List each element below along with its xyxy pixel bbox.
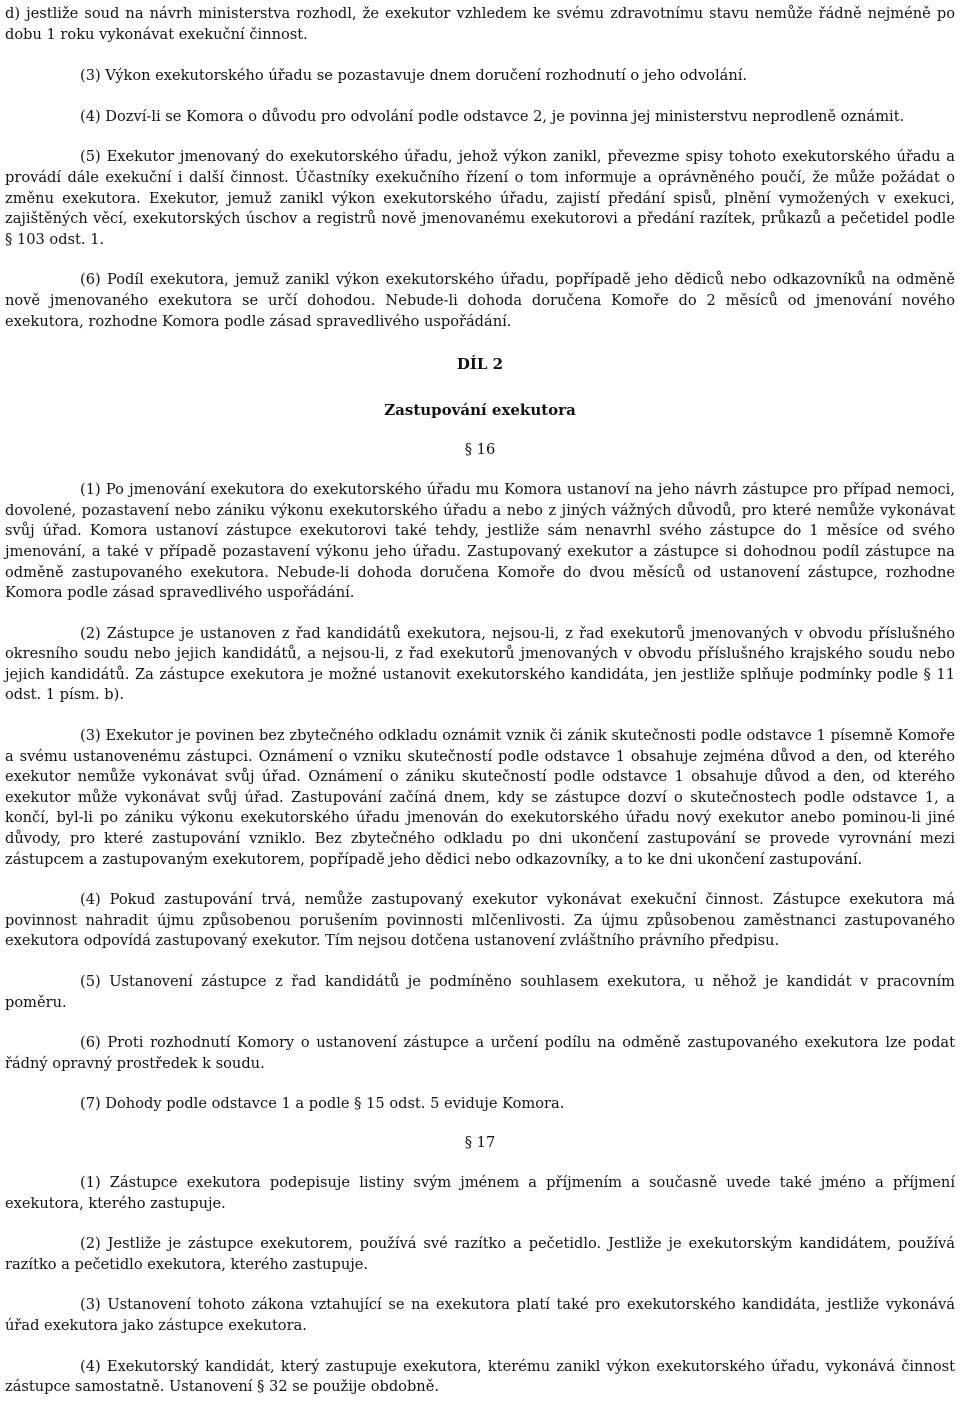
paragraph-6: (6) Podíl exekutora, jemuž zanikl výkon exekutorského úřadu, popřípadě jeho dědiců nebo odkazovníků na odměně nově jmenovaného exekutora se určí dohodou. Nebude-li dohoda doručena Komoře do 2 měsíců od jmenování nového exekutora, rozhodne Komora podle zásad spravedlivého uspořádání. <box>5 271 955 330</box>
part-heading: DÍL 2 <box>456 355 504 374</box>
section-16-paragraph-2: (2) Zástupce je ustanoven z řad kandidátů exekutora, nejsou-li, z řad exekutorů jmenovaných v obvodu příslušného okresního soudu nebo jejich kandidátů, a nejsou-li, z řad exekutorů jmenovaných v obvodu příslušného krajského soudu nebo jejich kandidátů. Za zástupce exekutora je možné ustanovit exekutorského kandidáta, jen jestliže splňuje podmínky podle § 11 odst. 1 písm. b). <box>5 624 955 704</box>
section-17-paragraph-3: (3) Ustanovení tohoto zákona vztahující se na exekutora platí také pro exekutorského kandidáta, jestliže vykonává úřad exekutora jako zástupce exekutora. <box>5 1296 955 1334</box>
paragraph-3: (3) Výkon exekutorského úřadu se pozastavuje dnem doručení rozhodnutí o jeho odvolání. <box>80 67 748 85</box>
section-16-paragraph-5: (5) Ustanovení zástupce z řad kandidátů je podmíněno souhlasem exekutora, u něhož je kandidát v pracovním poměru. <box>5 973 955 1011</box>
section-16-paragraph-1: (1) Po jmenování exekutora do exekutorského úřadu mu Komora ustanoví na jeho návrh zástupce pro případ nemoci, dovolené, pozastavení nebo zániku výkonu exekutorského úřadu a nebo z jiných vážných důvodů, pro které nemůže vykonávat svůj úřad. Komora ustanoví zástupce exekutorovi také tehdy, jestliže sám nenavrhl svého zástupce do 1 měsíce od svého jmenování, a také v případě pozastavení výkonu jeho úřadu. Zastupovaný exekutor a zástupce si dohodnou podíl zástupce na odměně zastupovaného exekutora. Nebude-li dohoda doručena Komoře do dvou měsíců od ustanovení zástupce, rozhodne Komora podle zásad spravedlivého uspořádání. <box>5 481 955 602</box>
section-17-paragraph-4: (4) Exekutorský kandidát, který zastupuje exekutora, kterému zanikl výkon exekutorského úřadu, vykonává činnost zástupce samostatně. Ustanovení § 32 se použije obdobně. <box>5 1357 955 1396</box>
section-16-paragraph-7: (7) Dohody podle odstavce 1 a podle § 15 odst. 5 eviduje Komora. <box>80 1095 565 1113</box>
section-16-paragraph-4: (4) Pokud zastupování trvá, nemůže zastupovaný exekutor vykonávat exekuční činnost. Zástupce exekutora má povinnost nahradit újmu způsobenou porušením povinnosti mlčenlivosti. Za újmu způsobenou zaměstnanci zastupovaného exekutora odpovídá zastupovaný exekutor. Tím nejsou dotčena ustanovení zvláštního právního předpisu. <box>5 891 955 950</box>
paragraph-4: (4) Dozví-li se Komora o důvodu pro odvolání podle odstavce 2, je povinna jej ministerstvu neprodleně oznámit. <box>80 107 905 125</box>
section-17-paragraph-2: (2) Jestliže je zástupce exekutorem, používá své razítko a pečetidlo. Jestliže je exekutorským kandidátem, používá razítko a pečetidlo exekutora, kterého zastupuje. <box>5 1235 955 1273</box>
document-page <box>5 4 955 1398</box>
part-title: Zastupování exekutora <box>384 401 576 420</box>
paragraph-d: d) jestliže soud na návrh ministerstva rozhodl, že exekutor vzhledem ke svému zdravotnímu stavu nemůže řádně nejméně po dobu 1 roku vykonávat exekuční činnost. <box>5 5 955 43</box>
section-16-mark: § 16 <box>464 441 496 459</box>
paragraph-5: (5) Exekutor jmenovaný do exekutorského úřadu, jehož výkon zanikl, převezme spisy tohoto exekutorského úřadu a provádí dále exekuční i další činnost. Účastníky exekučního řízení o tom informuje a oprávněného poučí, že může požádat o změnu exekutora. Exekutor, jemuž zanikl výkon exekutorského úřadu, zajistí předání spisů, plnění vymožených v exekuci, zajištěných věcí, exekutorských úschov a registrů nově jmenovanému exekutorovi a předání razítek, průkazů a pečetidel podle § 103 odst. 1. <box>5 148 955 248</box>
section-16-paragraph-6: (6) Proti rozhodnutí Komory o ustanovení zástupce a určení podílu na odměně zastupovaného exekutora lze podat řádný opravný prostředek k soudu. <box>5 1034 955 1072</box>
section-16-paragraph-3: (3) Exekutor je povinen bez zbytečného odkladu oznámit vznik či zánik skutečnosti podle odstavce 1 písemně Komoře a svému ustanovenému zástupci. Oznámení o vzniku skutečností podle odstavce 1 obsahuje zejména důvod a den, od kterého exekutor nemůže vykonávat svůj úřad. Oznámení o zániku skutečností podle odstavce 1 obsahuje důvod a den, od kterého exekutor může vykonávat svůj úřad. Zastupování začíná dnem, kdy se zástupce dozví o skutečnostech podle odstavce 1, a končí, byl-li po zániku výkonu exekutorského úřadu jmenován do exekutorského úřadu nový exekutor anebo pominou-li jiné důvody, pro které zastupování vzniklo. Bez zbytečného odkladu po dni ukončení zastupování se provede vyrovnání mezi zástupcem a zastupovaným exekutorem, popřípadě jeho dědici nebo odkazovníky, a to ke dni ukončení zastupování. <box>5 727 955 868</box>
section-17-paragraph-1: (1) Zástupce exekutora podepisuje listiny svým jménem a příjmením a současně uvede také jméno a příjmení exekutora, kterého zastupuje. <box>5 1173 955 1212</box>
section-17-mark: § 17 <box>464 1133 496 1151</box>
